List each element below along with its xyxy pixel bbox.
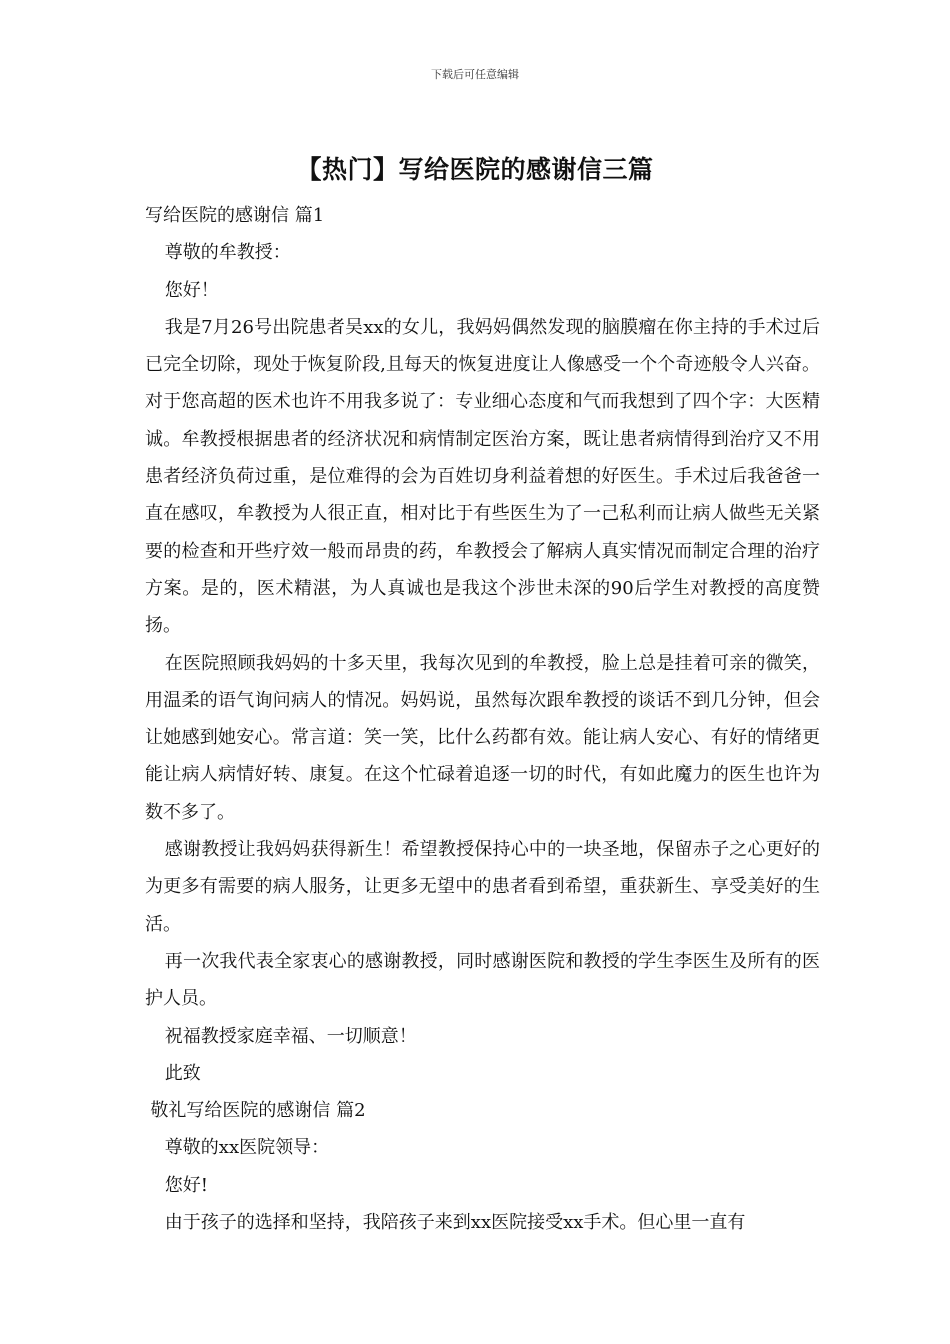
letter1-salutation: 尊敬的牟教授： bbox=[164, 242, 291, 264]
letter1-paragraph: 在医院照顾我妈妈的十多天里，我每次见到的牟教授，脸上总是挂着可亲的微笑，用温柔的语气询问病人的情况。妈妈说，虽然每次跟牟教授的谈话不到几分钟，但会让她感到她安心。常言道：笑一笑，比什么药都有效。能让病人安心、有好的情绪更能让病人病情好转、康复。在这个忙碌着追逐一切的时代，有如此魔力的医生也许为数不多了。 bbox=[145, 652, 820, 823]
letter2-salutation: 尊敬的xx医院领导： bbox=[164, 1137, 330, 1159]
letter1-paragraph: 再一次我代表全家衷心的感谢教授，同时感谢医院和教授的学生李医生及所有的医护人员。 bbox=[145, 950, 820, 1010]
letter1-greeting: 您好！ bbox=[164, 279, 219, 301]
document-body bbox=[145, 197, 820, 1241]
letter1-heading: 写给医院的感谢信 篇1 bbox=[145, 205, 325, 226]
document-title: 【热门】写给医院的感谢信三篇 bbox=[296, 155, 654, 184]
letter2-paragraph: 由于孩子的选择和坚持，我陪孩子来到xx医院接受xx手术。但心里一直有 bbox=[164, 1212, 746, 1234]
header-note: 下载后可任意编辑 bbox=[431, 68, 519, 81]
letter2-heading: 敬礼写给医院的感谢信 篇2 bbox=[150, 1100, 366, 1122]
letter1-paragraph: 感谢教授让我妈妈获得新生！希望教授保持心中的一块圣地，保留赤子之心更好的为更多有需要的病人服务，让更多无望中的患者看到希望，重获新生、享受美好的生活。 bbox=[145, 839, 820, 935]
letter1-blessing: 祝福教授家庭幸福、一切顺意！ bbox=[164, 1025, 417, 1047]
letter1-paragraph: 我是7月26号出院患者吴xx的女儿，我妈妈偶然发现的脑膜瘤在你主持的手术过后已完全切除，现处于恢复阶段,且每天的恢复进度让人像感受一个个奇迹般令人兴奋。对于您高超的医术也许不用我多说了：专业细心态度和气而我想到了四个字：大医精诚。牟教授根据患者的经济状况和病情制定医治方案，既让患者病情得到治疗又不用患者经济负荷过重，是位难得的会为百姓切身利益着想的好医生。手术过后我爸爸一直在感叹，牟教授为人很正直，相对比于有些医生为了一己私利而让病人做些无关紧要的检查和开些疗效一般而昂贵的药，牟教授会了解病人真实情况而制定合理的治疗方案。是的，医术精湛，为人真诚也是我这个涉世未深的90后学生对教授的高度赞扬。 bbox=[145, 316, 820, 637]
letter1-closing: 此致 bbox=[164, 1062, 201, 1084]
letter2-greeting: 您好! bbox=[164, 1174, 209, 1196]
